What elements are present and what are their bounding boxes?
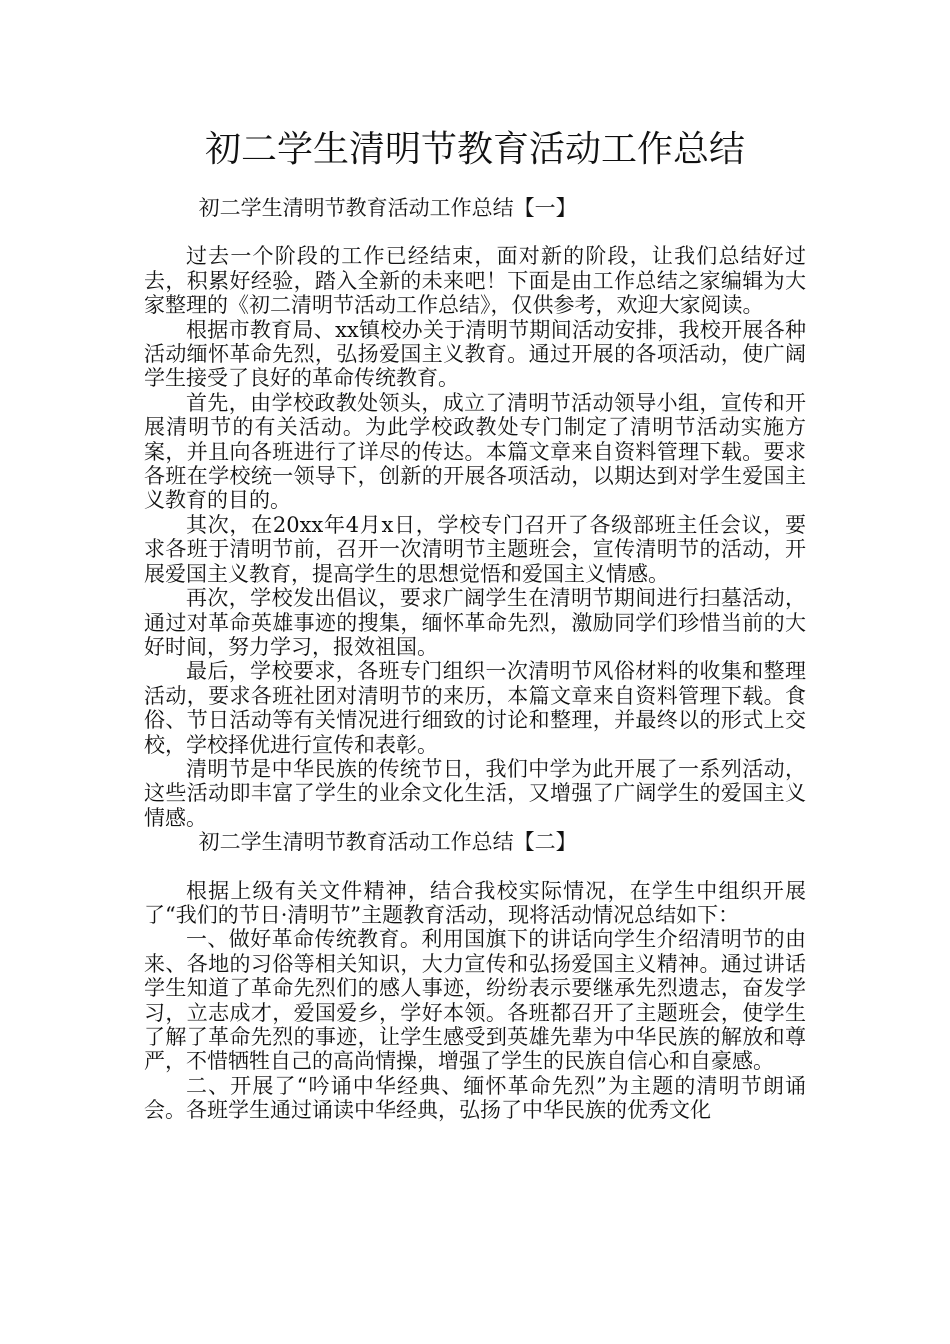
paragraph: 其次，在20xx年4月x日，学校专门召开了各级部班主任会议，要求各班于清明节前，召开一次清明节主题班会，宣传清明节的活动，开展爱国主义教育，提高学生的思想觉悟和爱国主义情感。 xyxy=(144,512,806,586)
paragraph: 二、开展了“吟诵中华经典、缅怀革命先烈”为主题的清明节朗诵会。各班学生通过诵读中华经典，弘扬了中华民族的优秀文化 xyxy=(144,1073,806,1123)
paragraph: 首先，由学校政教处领头，成立了清明节活动领导小组，宣传和开展清明节的有关活动。为此学校政教处专门制定了清明节活动实施方案，并且向各班进行了详尽的传达。本篇文章来自资料管理下载。要求各班在学校统一领导下，创新的开展各项活动，以期达到对学生爱国主义教育的目的。 xyxy=(144,390,806,513)
document-title: 初二学生清明节教育活动工作总结 xyxy=(204,129,745,170)
paragraph: 过去一个阶段的工作已经结束，面对新的阶段，让我们总结好过去，积累好经验，踏入全新的未来吧！下面是由工作总结之家编辑为大家整理的《初二清明节活动工作总结》，仅供参考，欢迎大家阅读。 xyxy=(144,244,806,318)
paragraph: 根据上级有关文件精神，结合我校实际情况，在学生中组织开展了“我们的节日·清明节”主题教育活动，现将活动情况总结如下： xyxy=(144,878,806,927)
paragraph: 一、做好革命传统教育。利用国旗下的讲话向学生介绍清明节的由来、各地的习俗等相关知识，大力宣传和弘扬爱国主义精神。通过讲话学生知道了革命先烈们的感人事迹，纷纷表示要继承先烈遗志，奋发学习，立志成才，爱国爱乡，学好本领。各班都召开了主题班会，使学生了解了革命先烈的事迹，让学生感受到英雄先辈为中华民族的解放和尊严，不惜牺牲自己的高尚情操，增强了学生的民族自信心和自豪感。 xyxy=(144,927,806,1074)
paragraph: 根据市教育局、xx镇校办关于清明节期间活动安排，我校开展各种活动缅怀革命先烈，弘扬爱国主义教育。通过开展的各项活动，使广阔学生接受了良好的革命传统教育。 xyxy=(144,317,806,391)
section-heading-2: 初二学生清明节教育活动工作总结【二】 xyxy=(198,830,577,855)
paragraph: 清明节是中华民族的传统节日，我们中学为此开展了一系列活动，这些活动即丰富了学生的业余文化生活，又增强了广阔学生的爱国主义情感。 xyxy=(144,756,806,830)
paragraph: 最后，学校要求，各班专门组织一次清明节风俗材料的收集和整理活动，要求各班社团对清明节的来历，本篇文章来自资料管理下载。食俗、节日活动等有关情况进行细致的讨论和整理，并最终以的形式上交校，学校择优进行宣传和表彰。 xyxy=(144,659,806,757)
section-heading-1: 初二学生清明节教育活动工作总结【一】 xyxy=(198,196,577,220)
document-body xyxy=(144,196,806,1123)
paragraph: 再次，学校发出倡议，要求广阔学生在清明节期间进行扫墓活动，通过对革命英雄事迹的搜集，缅怀革命先烈，激励同学们珍惜当前的大好时间，努力学习，报效祖国。 xyxy=(144,586,806,659)
